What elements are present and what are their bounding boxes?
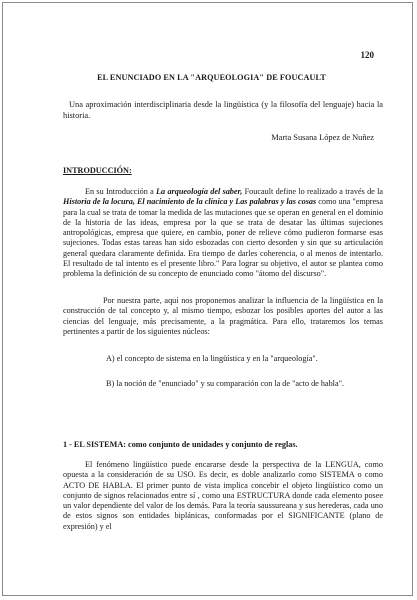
document-page [2,2,413,596]
intro-p1-text-2: Foucault define lo realizado a través de la [242,187,384,196]
author-name: Marta Susana López de Nuñez [271,133,374,142]
book-title-arqueologia: La arqueología del saber, [156,187,243,196]
document-subtitle: Una aproximación interdisciplinaria desde la lingüística (y la filosofía del lenguaje) hacia la historia. [63,100,383,120]
section-heading-sistema: 1 - EL SISTEMA: como conjunto de unidades y conjunto de reglas. [63,440,298,449]
book-titles-list: Historia de la locura, El nacimiento de la clínica y Las palabras y las cosas [63,197,317,207]
intro-p1-text-3: como una "empresa para la cual se trata de tomar la medida de las mutaciones que se operan en general en el dominio de la historia de las ideas, empresa por la que se trata de desatar las últimas sujeciones antropológicas, empresa que quiere, en cambio, poner de relieve cómo pudieron formarse esas sujeciones. Todas estas tareas han sido esbozadas con cierto desorden y sin que su articulación general quedara claramente definida. Era tiempo de darles coherencia, o al menos de intentarlo. El resultado de tal intento es el presente libro." Para lograr su objetivo, el autor se plantea como problema la definición de su concepto de enunciado como "átomo del discurso". [63,197,383,278]
list-item-b: B) la noción de "enunciado" y su comparación con la de "acto de habla". [106,379,344,388]
section1-paragraph-1: El fenómeno lingüístico puede encararse desde la perspectiva de la LENGUA, como opuesta a la consideración de su USO. Es decir, es doble analizarlo como SISTEMA o como ACTO DE HABLA. El primer punto de vista implica concebir el objeto lingüístico como un conjunto de signos relacionados entre sí , como una ESTRUCTURA donde cada elemento posee un valor dependiente del valor de los demás. Para la teoría saussureana y sus herederas, cada uno de estos signos son entidades biplánicas, conformadas por el SIGNIFICANTE (plano de expresión) y el [63,460,383,531]
intro-paragraph-2: Por nuestra parte, aquí nos proponemos analizar la influencia de la lingüística en la construcción de tal concepto y, al mismo tiempo, esbozar los posibles aportes del autor a las ciencias del lenguaje, más precisamente, a la pragmática. Para ello, trataremos los temas pertinentes a partir de los siguientes núcleos: [63,296,383,336]
page-number: 120 [360,50,374,60]
section-heading-introduccion: INTRODUCCIÓN: [63,166,132,175]
intro-p1-text-1: En su Introducción a [85,187,157,196]
document-title: EL ENUNCIADO EN LA "ARQUEOLOGIA" DE FOUCAULT [97,73,326,82]
intro-paragraph-1 [63,187,383,279]
list-item-a: A) el concepto de sistema en la lingüística y en la "arqueología". [106,354,318,363]
